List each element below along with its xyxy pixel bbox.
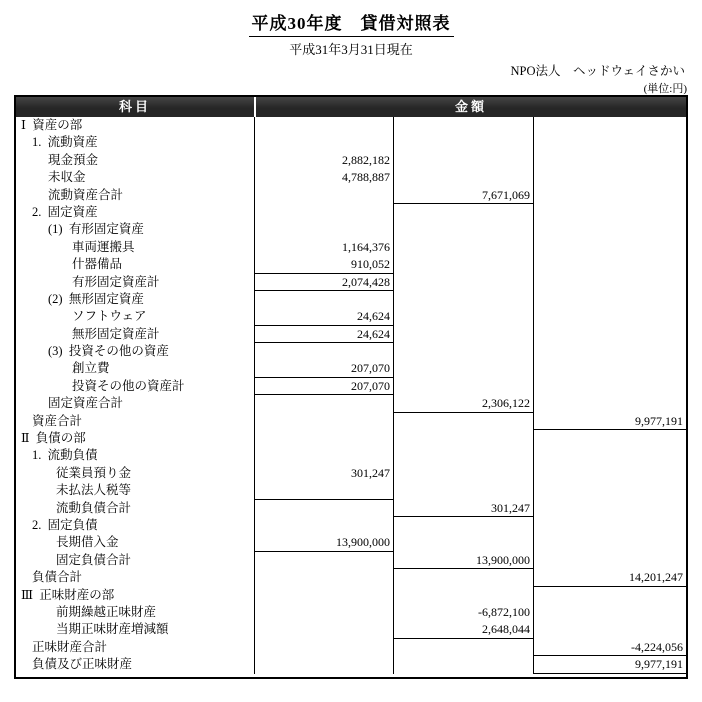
- amount-col2-cell: [393, 274, 533, 291]
- amount-col1-cell: [254, 413, 393, 430]
- account-label: 投資その他の資産計: [72, 378, 185, 393]
- table-body: [16, 117, 686, 674]
- amount-col1-cell: [254, 343, 393, 360]
- amount-col1-cell: 2,882,182: [254, 152, 393, 169]
- unit-note: (単位:円): [643, 83, 687, 95]
- account-label: (1) 有形固定資産: [48, 222, 144, 237]
- amount-col3-cell: [533, 465, 686, 482]
- amount-col3-cell: [533, 326, 686, 343]
- amount-col1-cell: [254, 447, 393, 464]
- table-row: [16, 482, 686, 499]
- amount-col3-cell: -4,224,056: [533, 639, 686, 656]
- account-label: 未払法人税等: [56, 483, 132, 498]
- amount-col2-cell: [393, 360, 533, 377]
- amount-col2-cell: [393, 413, 533, 430]
- column-header-subject: 科目: [16, 97, 254, 117]
- table-row: [16, 430, 686, 447]
- account-label: Ⅰ 資産の部: [21, 118, 83, 132]
- table-row: [16, 326, 686, 343]
- amount-col1-cell: [254, 482, 393, 499]
- amount-col1-cell: 24,624: [254, 326, 393, 343]
- account-label: Ⅲ 正味財産の部: [21, 587, 115, 602]
- table-row: [16, 639, 686, 656]
- table-row: [16, 360, 686, 377]
- amount-col2-cell: [393, 117, 533, 134]
- amount-col1-cell: 24,624: [254, 308, 393, 325]
- organization-name: NPO法人 ヘッドウェイさかい: [510, 64, 685, 78]
- table-header-row: [16, 97, 686, 117]
- amount-col1-cell: 1,164,376: [254, 239, 393, 256]
- amount-col3-cell: [533, 117, 686, 134]
- table-row: [16, 465, 686, 482]
- amount-col1-cell: [254, 204, 393, 221]
- amount-col1-cell: [254, 656, 393, 673]
- amount-col3-cell: [533, 378, 686, 395]
- table-row: [16, 552, 686, 569]
- account-label: Ⅱ 負債の部: [21, 431, 86, 446]
- amount-col1-cell: [254, 552, 393, 569]
- amount-col3-cell: 9,977,191: [533, 656, 686, 673]
- account-label: 流動負債合計: [56, 500, 132, 515]
- account-label: 車両運搬具: [72, 239, 135, 254]
- account-label: 固定負債合計: [56, 552, 132, 567]
- table-row: [16, 204, 686, 221]
- amount-col2-cell: 13,900,000: [393, 552, 533, 569]
- account-label: 有形固定資産計: [72, 274, 160, 289]
- table-row: [16, 239, 686, 256]
- amount-col1-cell: 910,052: [254, 256, 393, 273]
- account-label: 1. 流動負債: [32, 448, 98, 463]
- table-row: [16, 117, 686, 134]
- table-row: [16, 413, 686, 430]
- table-row: [16, 187, 686, 204]
- amount-col2-cell: 7,671,069: [393, 187, 533, 204]
- account-label: 負債及び正味財産: [32, 657, 133, 672]
- amount-col3-cell: [533, 256, 686, 273]
- amount-col3-cell: [533, 587, 686, 604]
- amount-col3-cell: [533, 500, 686, 517]
- amount-col3-cell: [533, 204, 686, 221]
- account-label: 前期繰越正味財産: [56, 604, 157, 619]
- amount-col1-cell: 2,074,428: [254, 274, 393, 291]
- amount-col2-cell: [393, 639, 533, 656]
- account-label: 2. 固定負債: [32, 517, 98, 532]
- title-area: [0, 9, 702, 37]
- amount-col2-cell: 301,247: [393, 500, 533, 517]
- amount-col3-cell: [533, 169, 686, 186]
- amount-col2-cell: [393, 204, 533, 221]
- account-label: 当期正味財産増減額: [56, 622, 169, 637]
- amount-col2-cell: [393, 534, 533, 551]
- amount-col3-cell: 14,201,247: [533, 569, 686, 586]
- account-label: 創立費: [72, 361, 110, 376]
- table-row: [16, 447, 686, 464]
- amount-col1-cell: [254, 604, 393, 621]
- amount-col3-cell: [533, 291, 686, 308]
- amount-col1-cell: [254, 134, 393, 151]
- amount-col2-cell: [393, 378, 533, 395]
- amount-col2-cell: [393, 169, 533, 186]
- amount-col1-cell: [254, 117, 393, 134]
- table-row: [16, 134, 686, 151]
- amount-col2-cell: [393, 465, 533, 482]
- account-label: 負債合計: [32, 570, 83, 585]
- table-row: [16, 308, 686, 325]
- table-row: [16, 587, 686, 604]
- amount-col3-cell: [533, 552, 686, 569]
- amount-col1-cell: [254, 291, 393, 308]
- balance-sheet-table: [14, 95, 688, 679]
- amount-col2-cell: [393, 343, 533, 360]
- amount-col2-cell: [393, 152, 533, 169]
- amount-col2-cell: [393, 656, 533, 673]
- account-label: 現金預金: [48, 152, 99, 167]
- account-label: 長期借入金: [56, 535, 119, 550]
- page-title: 平成30年度 貸借対照表: [249, 9, 454, 37]
- account-label: 従業員預り金: [56, 465, 132, 480]
- amount-col1-cell: [254, 187, 393, 204]
- amount-col1-cell: [254, 221, 393, 238]
- amount-col3-cell: [533, 395, 686, 412]
- amount-col1-cell: [254, 569, 393, 586]
- as-of-date: 平成31年3月31日現在: [289, 42, 413, 57]
- amount-col2-cell: [393, 326, 533, 343]
- account-label: 正味財産合計: [32, 639, 108, 654]
- account-label: 2. 固定資産: [32, 204, 98, 219]
- amount-col3-cell: [533, 221, 686, 238]
- table-row: [16, 500, 686, 517]
- table-row: [16, 604, 686, 621]
- amount-col3-cell: [533, 430, 686, 447]
- amount-col2-cell: [393, 308, 533, 325]
- amount-col3-cell: [533, 517, 686, 534]
- amount-col3-cell: [533, 239, 686, 256]
- amount-col2-cell: [393, 587, 533, 604]
- amount-col3-cell: [533, 274, 686, 291]
- column-header-amount: 金額: [254, 97, 686, 117]
- account-label: (2) 無形固定資産: [48, 291, 144, 306]
- account-label: 資産合計: [32, 413, 83, 428]
- account-label: (3) 投資その他の資産: [48, 344, 169, 359]
- amount-col2-cell: 2,648,044: [393, 621, 533, 638]
- amount-col1-cell: 4,788,887: [254, 169, 393, 186]
- amount-col3-cell: [533, 360, 686, 377]
- amount-col3-cell: [533, 308, 686, 325]
- amount-col2-cell: [393, 256, 533, 273]
- table-row: [16, 221, 686, 238]
- amount-col2-cell: [393, 517, 533, 534]
- table-row: [16, 343, 686, 360]
- table-row: [16, 256, 686, 273]
- table-row: [16, 534, 686, 551]
- account-label: 固定資産合計: [48, 396, 124, 411]
- table-row: [16, 291, 686, 308]
- amount-col2-cell: [393, 134, 533, 151]
- account-label: 未収金: [48, 170, 86, 185]
- amount-col2-cell: [393, 569, 533, 586]
- amount-col1-cell: [254, 395, 393, 412]
- account-label: 無形固定資産計: [72, 326, 160, 341]
- amount-col3-cell: [533, 343, 686, 360]
- amount-col2-cell: [393, 430, 533, 447]
- amount-col3-cell: [533, 604, 686, 621]
- amount-col2-cell: [393, 291, 533, 308]
- amount-col2-cell: [393, 447, 533, 464]
- amount-col1-cell: 13,900,000: [254, 534, 393, 551]
- amount-col3-cell: [533, 621, 686, 638]
- table-row: [16, 395, 686, 412]
- table-row: [16, 621, 686, 638]
- amount-col3-cell: [533, 447, 686, 464]
- amount-col1-cell: 207,070: [254, 378, 393, 395]
- amount-col1-cell: [254, 621, 393, 638]
- amount-col2-cell: [393, 221, 533, 238]
- amount-col3-cell: [533, 482, 686, 499]
- amount-col3-cell: 9,977,191: [533, 413, 686, 430]
- account-label: 什器備品: [72, 257, 123, 272]
- amount-col1-cell: [254, 517, 393, 534]
- amount-col1-cell: [254, 500, 393, 517]
- account-label: ソフトウェア: [72, 309, 147, 324]
- amount-col2-cell: [393, 482, 533, 499]
- amount-col1-cell: 207,070: [254, 360, 393, 377]
- amount-col3-cell: [533, 134, 686, 151]
- table-row: [16, 569, 686, 586]
- table-row: [16, 517, 686, 534]
- amount-col3-cell: [533, 187, 686, 204]
- table-row: [16, 378, 686, 395]
- table-row: [16, 169, 686, 186]
- amount-col2-cell: 2,306,122: [393, 395, 533, 412]
- account-label: 1. 流動資産: [32, 135, 98, 150]
- amount-col2-cell: -6,872,100: [393, 604, 533, 621]
- table-row: [16, 656, 686, 673]
- amount-col1-cell: [254, 639, 393, 656]
- account-label: 流動資産合計: [48, 187, 124, 202]
- amount-col2-cell: [393, 239, 533, 256]
- amount-col1-cell: [254, 587, 393, 604]
- amount-col3-cell: [533, 534, 686, 551]
- table-row: [16, 274, 686, 291]
- amount-col1-cell: 301,247: [254, 465, 393, 482]
- table-row: [16, 152, 686, 169]
- amount-col3-cell: [533, 152, 686, 169]
- amount-col1-cell: [254, 430, 393, 447]
